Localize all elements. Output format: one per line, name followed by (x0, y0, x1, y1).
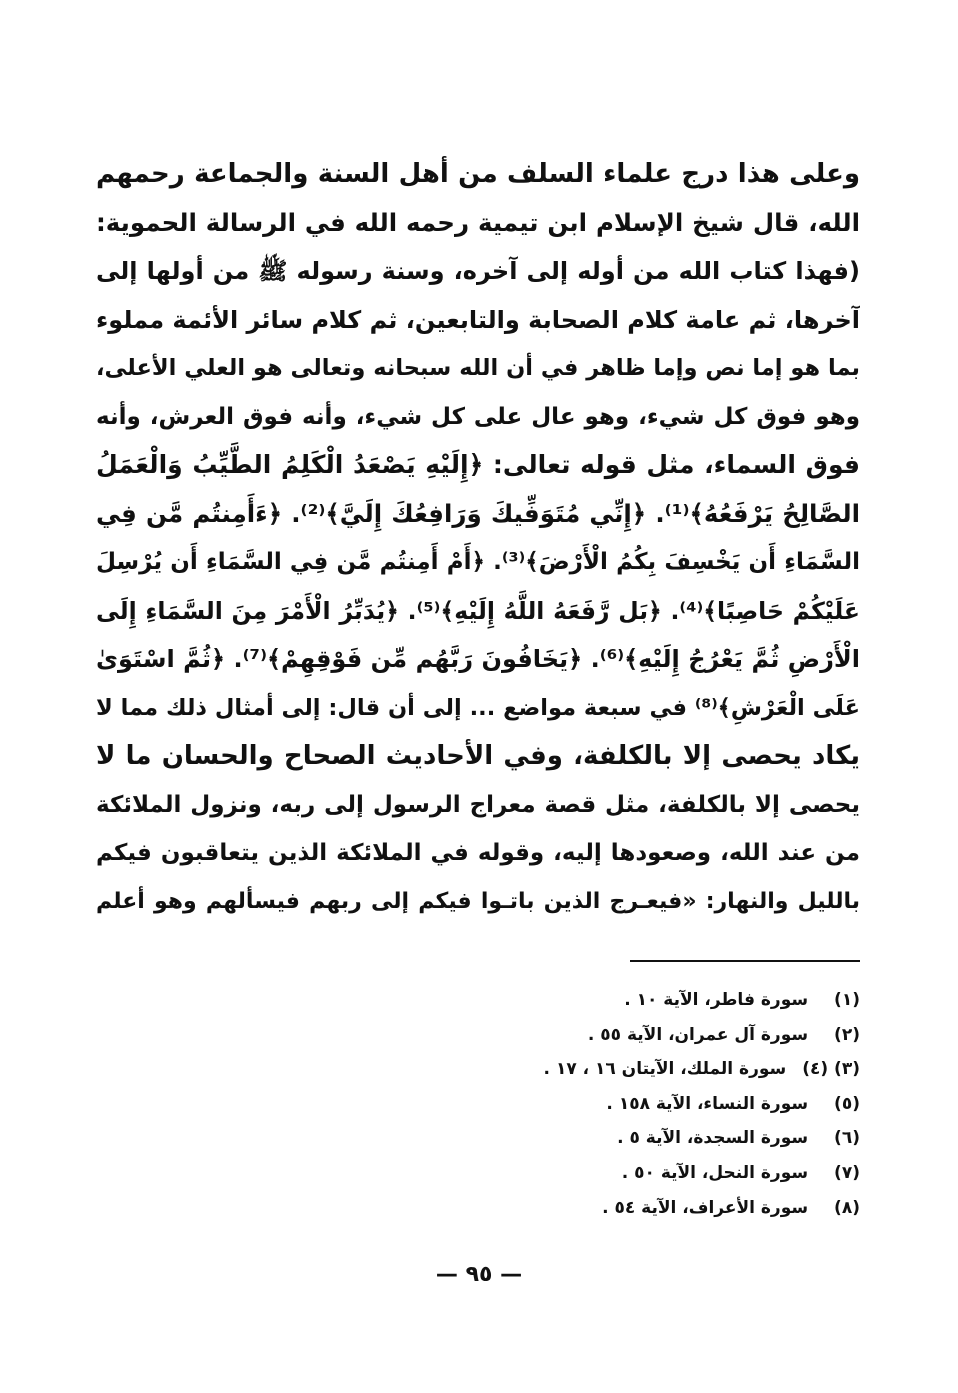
footnote-number: (١) (834, 990, 860, 1010)
text-line: وعلى هذا درج علماء السلف من أهل السنة والجماعة رحمهم (96, 159, 860, 189)
text-line: بما هو إما نص وإما ظاهر في أن الله سبحانه وتعالى هو العلي الأعلى، (96, 355, 860, 381)
text-line: وهو فوق كل شيء، وهو عال على كل شيء، وأنه فوق العرش، وأنه (96, 403, 860, 430)
text-line: فوق السماء، مثل قوله تعالى: ﴿إِلَيْهِ يَصْعَدُ الْكَلِمُ الطَّيِّبُ وَالْعَمَلُ (96, 450, 860, 479)
text-line: آخرها، ثم عامة كلام الصحابة والتابعين، ثم كلام سائر الأئمة مملوء (96, 305, 860, 334)
body-text (96, 150, 860, 926)
text-line: السَّمَاءِ أَن يَخْسِفَ بِكُمُ الْأَرْضَ﴾⁽³⁾. ﴿أَمْ أَمِنتُم مَّن فِي السَّمَاءِ أَن يُرْسِلَ (96, 549, 860, 575)
text-line: عَلَى الْعَرْشِ﴾⁽⁸⁾ في سبعة مواضع ... إلى أن قال: إلى أمثال ذلك مما لا (96, 694, 860, 721)
footnote-item (440, 1052, 860, 1087)
footnote-number: (٣) (٤) (802, 1059, 860, 1080)
footnote-text: سورة الملك، الآيتان ١٦ ، ١٧ . (543, 1059, 787, 1080)
footnote-number: (٢) (834, 1024, 860, 1045)
page-number: — ٩٥ — (435, 1262, 523, 1287)
text-line: من عند الله، وصعودها إليه، وقوله في الملائكة الذين يتعاقبون فيكم (96, 840, 860, 866)
footnote-number: (٦) (834, 1128, 860, 1149)
footnote-item (440, 1156, 860, 1191)
footnote-item (440, 1018, 860, 1053)
text-line: يكاد يحصى إلا بالكلفة، وفي الأحاديث الصحاح والحسان ما لا (96, 741, 860, 771)
text-line: عَلَيْكُمْ حَاصِبًا﴾⁽⁴⁾. ﴿بَل رَّفَعَهُ اللَّهُ إِلَيْهِ﴾⁽⁵⁾. ﴿يُدَبِّرُ الْأَمْرَ مِنَ السَّمَاءِ إِلَى (96, 596, 860, 625)
footnotes-list (440, 983, 860, 1225)
footnote-text: سورة النساء، الآية ١٥٨ . (606, 1093, 809, 1114)
footnote-text: سورة السجدة، الآية ٥ . (617, 1128, 809, 1149)
footnote-text: سورة النحل، الآية ٥٠ . (621, 1162, 809, 1183)
footnote-text: سورة فاطر، الآية ١٠ . (624, 990, 809, 1010)
footnote-item (440, 1121, 860, 1156)
footnote-text: سورة آل عمران، الآية ٥٥ . (587, 1024, 809, 1045)
footnote-separator (630, 960, 860, 962)
footnote-item (440, 1087, 860, 1122)
footnote-item (440, 1191, 860, 1226)
text-line: بالليل والنهار: «فيعـرج الذين باتـوا فيكم إلى ربهم فيسألهم وهو أعلم (96, 888, 860, 914)
footnote-item (440, 983, 860, 1018)
text-line: الله، قال شيخ الإسلام ابن تيمية رحمه الله في الرسالة الحموية: (96, 207, 860, 237)
footnote-number: (٥) (834, 1093, 860, 1114)
text-line: الْأَرْضِ ثُمَّ يَعْرُجُ إِلَيْهِ﴾⁽⁶⁾. ﴿يَخَافُونَ رَبَّهُم مِّن فَوْقِهِمْ﴾⁽⁷⁾. ﴿ثُمَّ اسْتَوَىٰ (96, 645, 860, 673)
footnote-text: سورة الأعراف، الآية ٥٤ . (602, 1197, 809, 1218)
text-line: يحصى إلا بالكلفة، مثل قصة معراج الرسول إلى ربه، ونزول الملائكة (96, 791, 860, 818)
text-line: (فهذا كتاب الله من أوله إلى آخره، وسنة رسوله ﷺ من أولها إلى (96, 257, 860, 285)
footnote-number: (٧) (834, 1162, 860, 1183)
footnote-number: (٨) (834, 1197, 860, 1218)
text-line: الصَّالِحُ يَرْفَعُهُ﴾⁽¹⁾. ﴿إِنِّي مُتَوَفِّيكَ وَرَافِعُكَ إِلَيَّ﴾⁽²⁾. ﴿ءَأَمِنتُم مَّن فِي (96, 498, 860, 528)
